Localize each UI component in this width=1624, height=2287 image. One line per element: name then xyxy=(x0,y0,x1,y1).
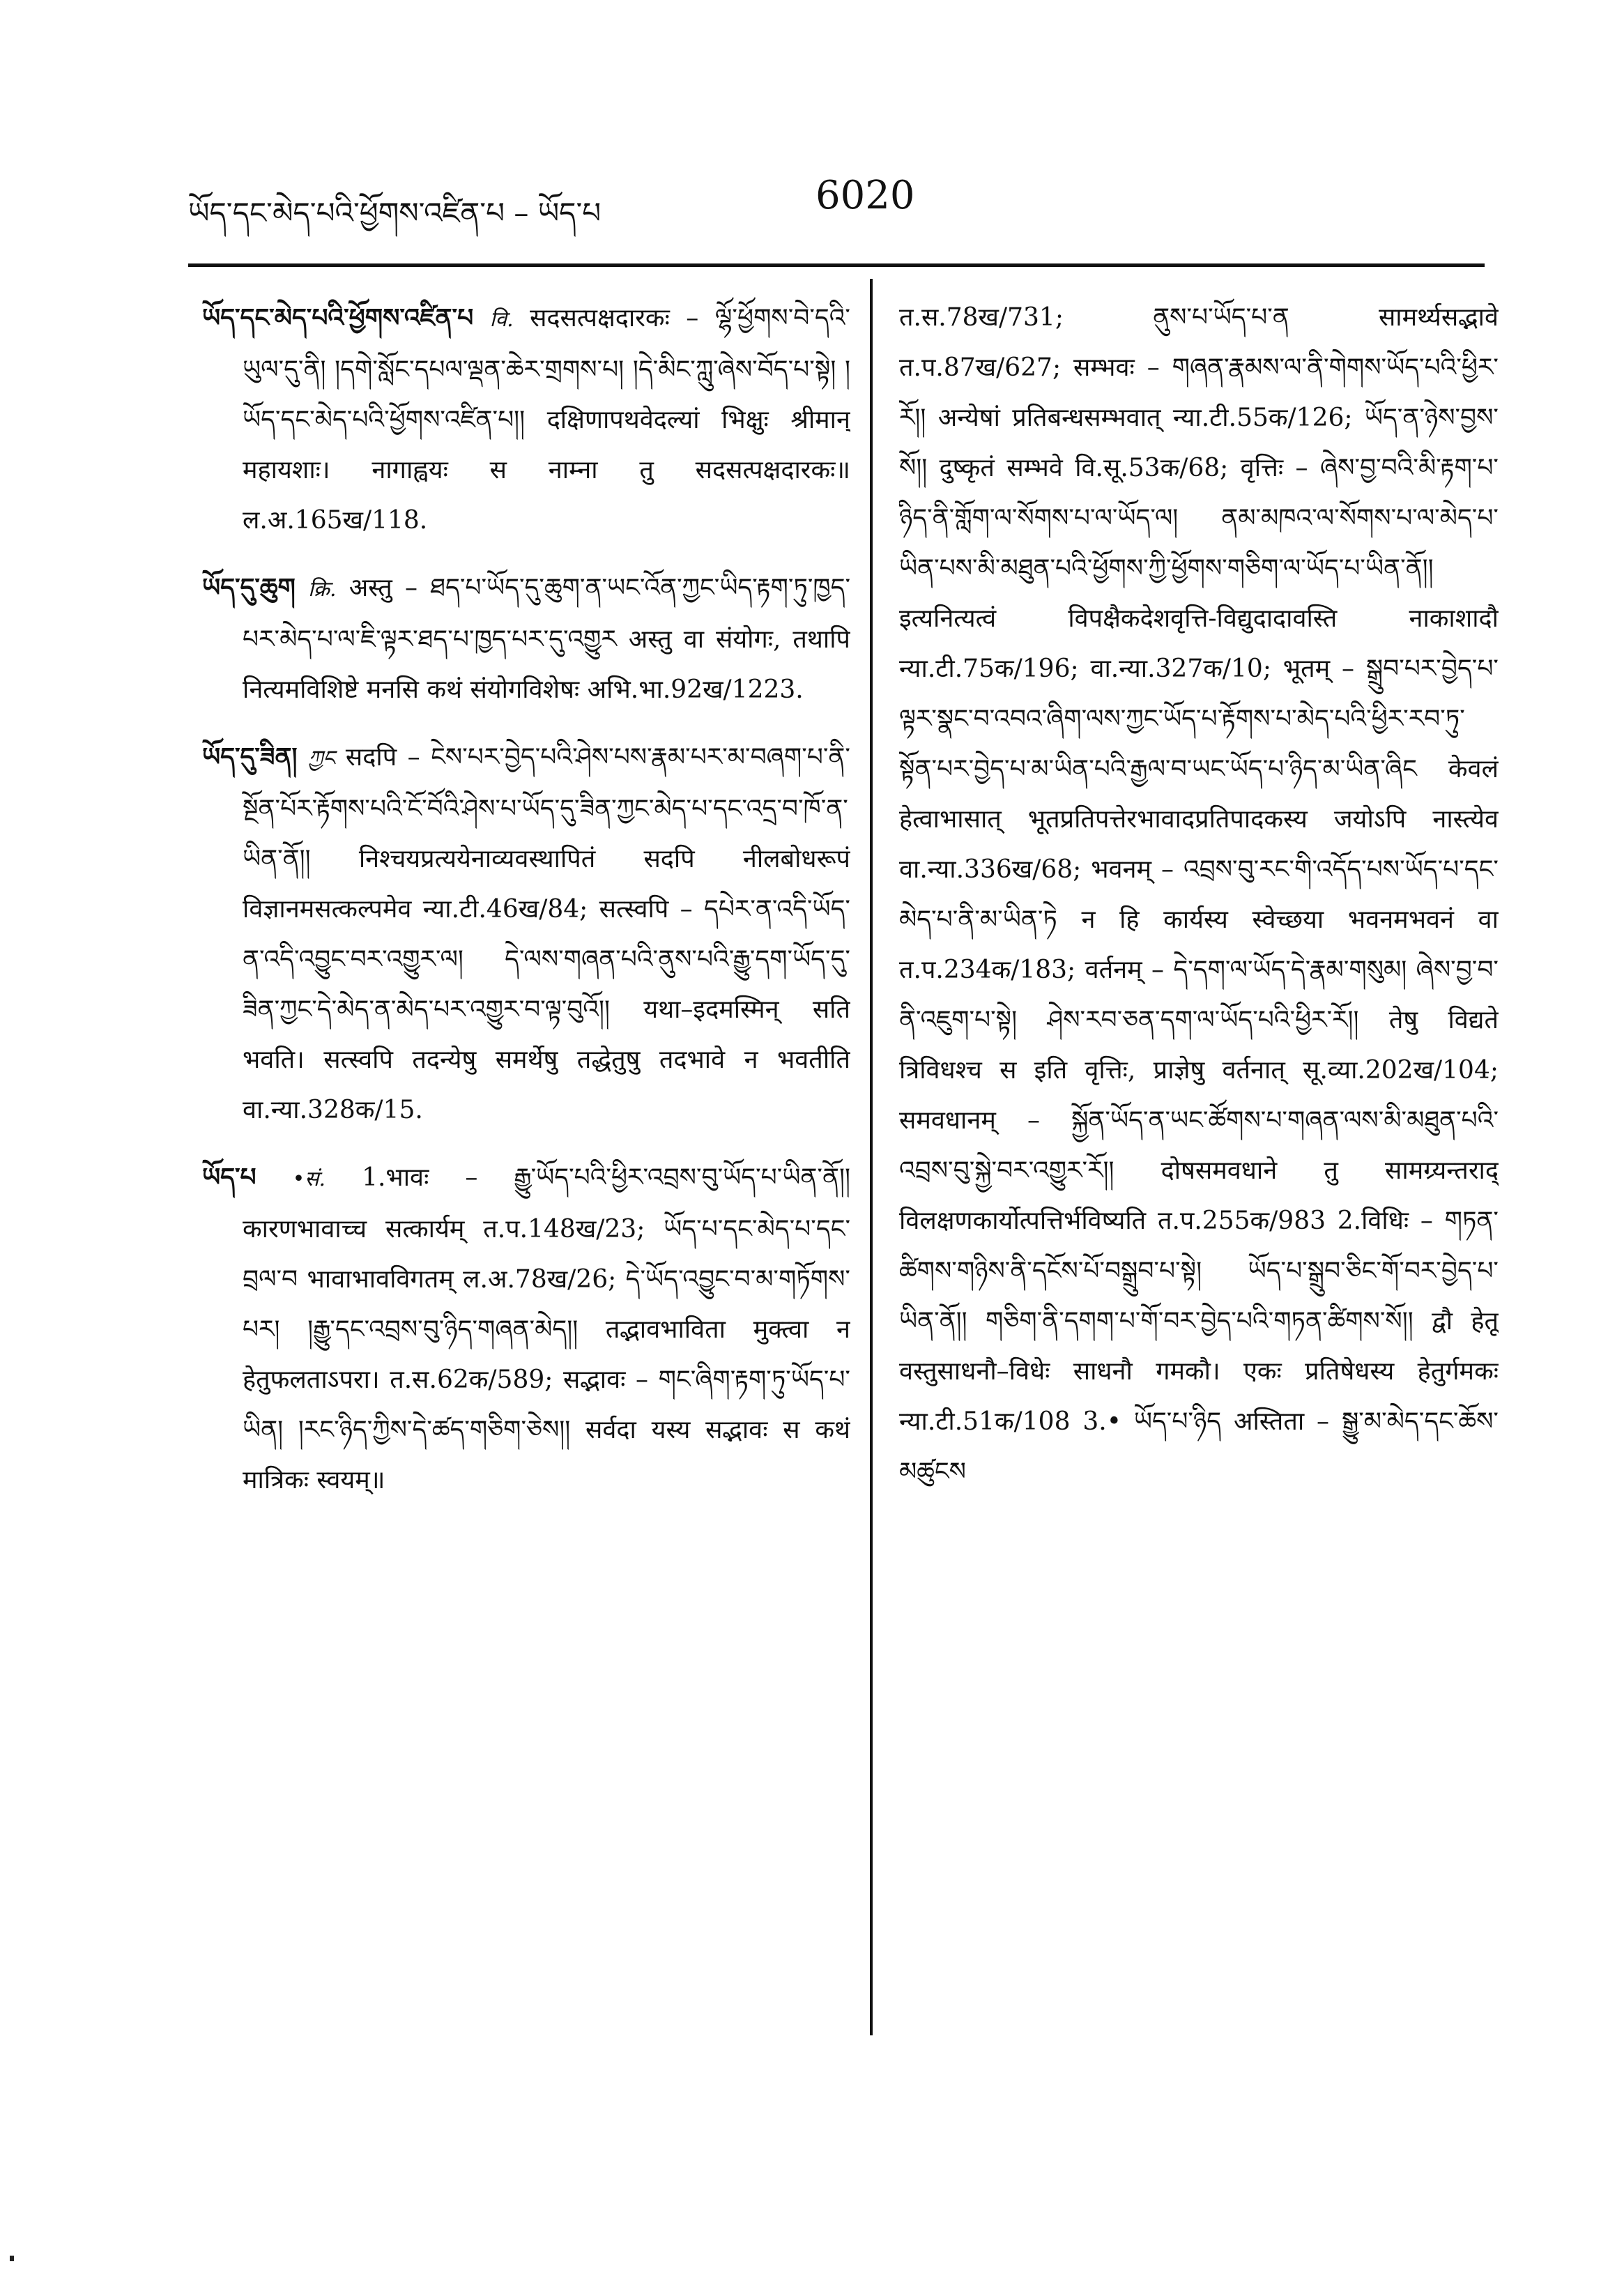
header-rule xyxy=(188,263,1485,267)
entry-text: अस्तु – ཐད་པ་ཡོད་དུ་ཆུག་ན་ཡང་འོན་ཀྱང་ཡིད་རྟག་ཏུ་ཁྱད་པར་མེད་པ་ལ་ཇི་ལྟར་ཐད་པ་ཁྱད་པར་དུ་འགྱུར अस्तु वा संयोगः, तथापि नित्यमविशिष्टे मनसि कथं संयोगविशेषः अभि.भा.92ख/1223. xyxy=(243,574,850,704)
entry-text: सदसत्पक्षदारकः – ལྷོ་ཕྱོགས་བེ་དའི་ཡུལ་དུ་ནི། །དགེ་སློང་དཔལ་ལྡན་ཆེར་གྲགས་པ། །དེ་མིང་ཀླུ་ཞེས་བོད་པ་སྟེ། །ཡོད་དང་མེད་པའི་ཕྱོགས་འཛིན་པ།། दक्षिणापथवेदल्यां भिक्षुः श्रीमान् महायशाः। नागाह्वयः स नाम्ना तु सदसत्पक्षदारकः॥ ल.अ.165ख/118. xyxy=(243,304,850,535)
left-column xyxy=(202,293,850,2077)
entry-headword: ཡོད་དུ་ཆུག xyxy=(202,573,296,602)
entry-text: 1.भावः – རྒྱུ་ཡོད་པའི་ཕྱིར་འབྲས་བུ་ཡོད་པ་ཡིན་ནོ།། कारणभावाच्च सत्कार्यम् त.प.148ख/23; ཡོད་པ་དང་མེད་པ་དང་བྲལ་བ भावाभावविगतम् ल.अ.78ख/26; དེ་ཡོད་འབྱུང་བ་མ་གཏོགས་པར། །རྒྱུ་དང་འབྲས་བུ་ཉིད་གཞན་མེད།། तद्भावभाविता मुक्त्वा न हेतुफलताऽपरा। त.स.62क/589; सद्भावः – གང་ཞིག་རྟག་ཏུ་ཡོད་པ་ཡིན། །རང་ཉིད་ཀྱིས་དེ་ཚད་གཅིག་ཅེས།། सर्वदा यस्य सद्भावः स कथं मात्रिकः स्वयम्॥ xyxy=(243,1163,850,1494)
entry-headword: ཡོད་དུ་ཟིན། xyxy=(202,742,298,772)
entry-headword: ཡོད་དང་མེད་པའི་ཕྱོགས་འཛིན་པ xyxy=(202,303,474,332)
dictionary-entry xyxy=(202,293,850,546)
entry-grammar-tag: वि. xyxy=(489,307,514,332)
scan-mark xyxy=(10,2256,14,2261)
dictionary-entry xyxy=(202,1152,850,1506)
dictionary-entry xyxy=(202,732,850,1135)
dictionary-entry xyxy=(202,563,850,715)
entry-text: सदपि – ངེས་པར་བྱེད་པའི་ཤེས་པས་རྣམ་པར་མ་བཞག་པ་ནི་སྔོན་པོར་རྟོགས་པའི་ངོ་བོའི་ཤེས་པ་ཡོད་དུ་ཟིན་ཀྱང་མེད་པ་དང་འདྲ་བ་ཁོ་ན་ཡིན་ནོ།། निश्चयप्रत्ययेनाव्यवस्थापितं सदपि नीलबोधरूपं विज्ञानमसत्कल्पमेव न्या.टी.46ख/84; सत्स्वपि – དཔེར་ན་འདི་ཡོད་ན་འདི་འབྱུང་བར་འགྱུར་ལ། དེ་ལས་གཞན་པའི་ནུས་པའི་རྒྱུ་དག་ཡོད་དུ་ཟིན་ཀྱང་དེ་མེད་ན་མེད་པར་འགྱུར་བ་ལྟ་བུའོ།། यथा–इदमस्मिन् सति भवति। सत्स्वपि तदन्येषु समर्थेषु तद्धेतुषु तदभावे न भवतीति वा.न्या.328क/15. xyxy=(243,743,850,1124)
page-header xyxy=(188,166,1485,236)
right-column xyxy=(899,293,1499,2077)
entry-continuation: त.स.78ख/731; ནུས་པ་ཡོད་པ་ན सामर्थ्यसद्भावे त.प.87ख/627; सम्भवः – གཞན་རྣམས་ལ་ནི་གེགས་ཡོད་པའི་ཕྱིར་རོ།། अन्येषां प्रतिबन्धसम्भवात् न्या.टी.55क/126; ཡོད་ན་ཉེས་བྱས་སོ།། दुष्कृतं सम्भवे वि.सू.53क/68; वृत्तिः – ཞེས་བྱ་བའི་མི་རྟག་པ་ཉིད་ནི་གློག་ལ་སོགས་པ་ལ་ཡོད་ལ། ནམ་མཁའ་ལ་སོགས་པ་ལ་མེད་པ་ཡིན་པས་མི་མཐུན་པའི་ཕྱོགས་ཀྱི་ཕྱོགས་གཅིག་ལ་ཡོད་པ་ཡིན་ནོ།། इत्यनित्यत्वं विपक्षैकदेशवृत्ति-विद्युदादावस्ति नाकाशादौ न्या.टी.75क/196; वा.न्या.327क/10; भूतम् – སྒྲུབ་པར་བྱེད་པ་ལྟར་སྣང་བ་འབའ་ཞིག་ལས་ཀྱང་ཡོད་པ་རྟོགས་པ་མེད་པའི་ཕྱིར་རབ་ཏུ་སྟོན་པར་བྱེད་པ་མ་ཡིན་པའི་རྒྱལ་བ་ཡང་ཡོད་པ་ཉིད་མ་ཡིན་ཞིང केवलं हेत्वाभासात् भूतप्रतिपत्तेरभावादप्रतिपादकस्य जयोऽपि नास्त्येव वा.न्या.336ख/68; भवनम् – འབྲས་བུ་རང་གི་འདོད་པས་ཡོད་པ་དང་མེད་པ་ནི་མ་ཡིན་ཏེ न हि कार्यस्य स्वेच्छया भवनमभवनं वा त.प.234क/183; वर्तनम् – དེ་དག་ལ་ཡོད་དེ་རྣམ་གསུམ། ཞེས་བྱ་བ་ནི་འཇུག་པ་སྟེ། ཤེས་རབ་ཅན་དག་ལ་ཡོད་པའི་ཕྱིར་རོ།། तेषु विद्यते त्रिविधश्च स इति वृत्तिः, प्राज्ञेषु वर्तनात् सू.व्या.202ख/104; समवधानम् – སྐྱོན་ཡོད་ན་ཡང་ཚོགས་པ་གཞན་ལས་མི་མཐུན་པའི་འབྲས་བུ་སྐྱེ་བར་འགྱུར་རོ།། दोषसमवधाने तु सामग्र्यन्तराद् विलक्षणकार्योत्पत्तिर्भविष्यति त.प.255क/983 2.विधिः – གཏན་ཚིགས་གཉིས་ནི་དངོས་པོ་བསྒྲུབ་པ་སྟེ། ཡོད་པ་སྒྲུབ་ཅིང་གོ་བར་བྱེད་པ་ཡིན་ནོ།། གཅིག་ནི་དགག་པ་གོ་བར་བྱེད་པའི་གཏན་ཚིགས་སོ།། द्वौ हेतू वस्तुसाधनौ–विधेः साधनौ गमकौ। एकः प्रतिषेधस्य हेतुर्गमकः न्या.टी.51क/108 3.• ཡོད་པ་ཉིད अस्तिता – སྒྱུ་མ་མེད་དང་ཆོས་མཚུངས xyxy=(899,303,1499,1486)
column-divider xyxy=(870,279,873,2035)
entry-headword: ཡོད་པ xyxy=(202,1163,256,1192)
entry-grammar-tag: •सं. xyxy=(292,1167,326,1191)
running-head: ཡོད་དང་མེད་པའི་ཕྱོགས་འཛིན་པ – ཡོད་པ xyxy=(188,196,602,230)
entry-grammar-tag: ཀྱང xyxy=(307,747,335,771)
entry-grammar-tag: क्रि. xyxy=(308,577,337,602)
page-number: 6020 xyxy=(815,173,915,218)
